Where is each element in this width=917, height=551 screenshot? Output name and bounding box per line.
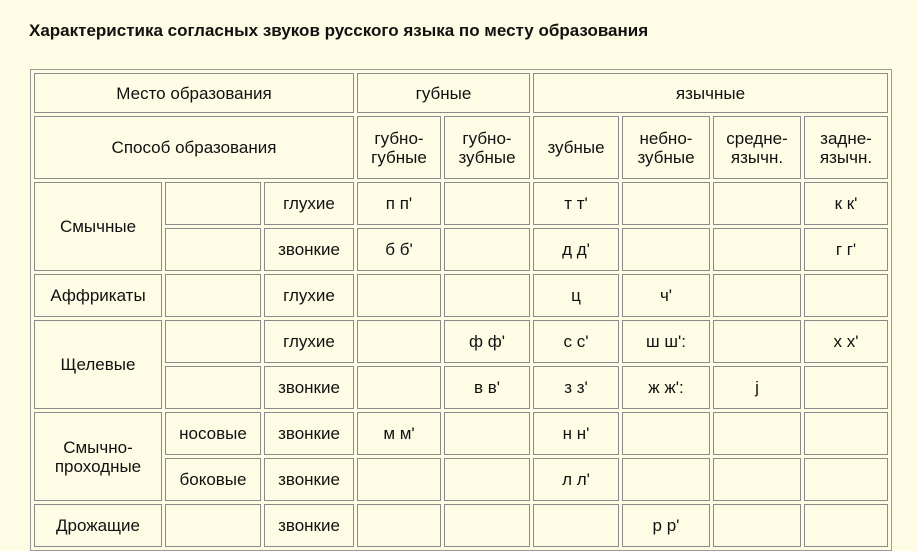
cell-mediopalatal [713,274,801,317]
cell-labiodental [444,274,530,317]
cell-bilabial [357,320,441,363]
cell-palatodental [622,228,710,271]
stops-label: Смычные [34,182,162,271]
cell-dental: л л' [533,458,619,501]
cell-mediopalatal [713,412,801,455]
cell-bilabial [357,274,441,317]
cell-palatodental [622,182,710,225]
cell-labiodental: ф ф' [444,320,530,363]
lingual-header: язычные [533,73,888,113]
cell-bilabial: м м' [357,412,441,455]
cell-labiodental [444,504,530,547]
voicing-label: звонкие [264,458,354,501]
trills-label: Дрожащие [34,504,162,547]
cell-labiodental: в в' [444,366,530,409]
cell-palatodental: р р' [622,504,710,547]
cell-palatodental: ч' [622,274,710,317]
affricates-row [34,274,888,317]
consonant-table [30,69,892,551]
voicing-label: глухие [264,274,354,317]
sonorants-lateral-row [34,458,888,501]
cell-dental: н н' [533,412,619,455]
sonorants-nasal-row [34,412,888,455]
cell-bilabial [357,504,441,547]
palatodental-header: небно- зубные [622,116,710,179]
cell-dental: з з' [533,366,619,409]
sub-empty [165,182,261,225]
cell-postpalatal [804,412,888,455]
sub-empty [165,274,261,317]
sub-empty [165,504,261,547]
cell-labiodental [444,182,530,225]
stops-voiceless-row [34,182,888,225]
voicing-label: глухие [264,182,354,225]
cell-palatodental: ш ш': [622,320,710,363]
cell-mediopalatal [713,320,801,363]
cell-palatodental [622,458,710,501]
cell-bilabial [357,458,441,501]
cell-labiodental [444,228,530,271]
cell-postpalatal: х х' [804,320,888,363]
cell-palatodental: ж ж': [622,366,710,409]
sub-empty [165,366,261,409]
cell-postpalatal [804,274,888,317]
place-header: Место образования [34,73,354,113]
cell-mediopalatal [713,182,801,225]
mediopalatal-header: средне- язычн. [713,116,801,179]
cell-palatodental [622,412,710,455]
sub-label: боковые [165,458,261,501]
voicing-label: глухие [264,320,354,363]
manner-header: Способ образования [34,116,354,179]
stops-voiced-row [34,228,888,271]
dental-header: зубные [533,116,619,179]
cell-dental: ц [533,274,619,317]
cell-postpalatal [804,366,888,409]
voicing-label: звонкие [264,366,354,409]
cell-mediopalatal [713,228,801,271]
cell-dental: д д' [533,228,619,271]
cell-bilabial: п п' [357,182,441,225]
fricatives-voiced-row [34,366,888,409]
cell-labiodental [444,458,530,501]
affricates-label: Аффрикаты [34,274,162,317]
sub-empty [165,228,261,271]
cell-postpalatal [804,504,888,547]
cell-dental: с с' [533,320,619,363]
cell-bilabial [357,366,441,409]
fricatives-voiceless-row [34,320,888,363]
cell-labiodental [444,412,530,455]
postpalatal-header: задне- язычн. [804,116,888,179]
header-row-subplace [34,116,888,179]
voicing-label: звонкие [264,504,354,547]
page-title: Характеристика согласных звуков русского языка по месту образования [29,21,649,40]
cell-dental: т т' [533,182,619,225]
voicing-label: звонкие [264,412,354,455]
trills-row [34,504,888,547]
cell-mediopalatal [713,504,801,547]
sub-empty [165,320,261,363]
header-row-place [34,73,888,113]
voicing-label: звонкие [264,228,354,271]
cell-postpalatal: г г' [804,228,888,271]
labiodental-header: губно- зубные [444,116,530,179]
cell-mediopalatal [713,458,801,501]
cell-postpalatal [804,458,888,501]
cell-bilabial: б б' [357,228,441,271]
sub-label: носовые [165,412,261,455]
labial-header: губные [357,73,530,113]
cell-postpalatal: к к' [804,182,888,225]
fricatives-label: Щелевые [34,320,162,409]
bilabial-header: губно- губные [357,116,441,179]
sonorants-label: Смычно- проходные [34,412,162,501]
cell-mediopalatal: j [713,366,801,409]
cell-dental [533,504,619,547]
